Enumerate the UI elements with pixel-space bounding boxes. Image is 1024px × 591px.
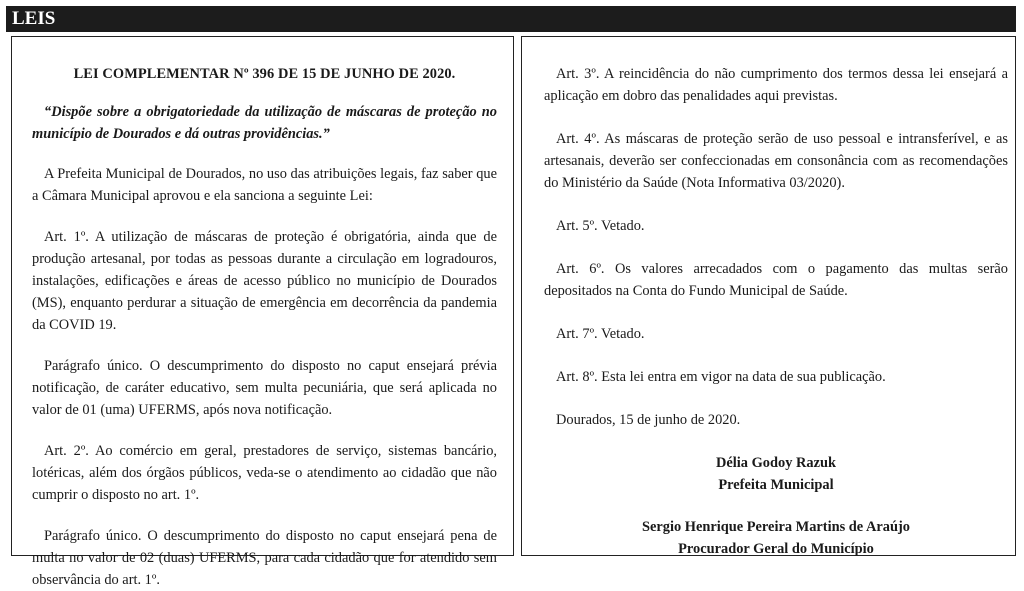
section-title: LEIS <box>12 8 56 29</box>
date-line: Dourados, 15 de junho de 2020. <box>556 412 741 428</box>
article-3: Art. 3º. A reincidência do não cumprimento dos termos dessa lei ensejará a aplicação em dobro das penalidades aqui previstas. <box>544 66 1008 104</box>
signatory-name: Sergio Henrique Pereira Martins de Araújo <box>642 519 910 535</box>
signatory-role: Procurador Geral do Município <box>678 541 874 557</box>
preamble-paragraph: A Prefeita Municipal de Dourados, no uso das atribuições legais, faz saber que a Câmara Municipal aprovou e ela sanciona a seguinte Lei: <box>32 166 497 204</box>
law-summary: “Dispõe sobre a obrigatoriedade da utilização de máscaras de proteção no município de Dourados e dá outras providências.” <box>32 104 497 142</box>
article-5: Art. 5º. Vetado. <box>556 218 645 234</box>
section-header <box>6 6 1016 32</box>
signature-mayor <box>544 452 1008 496</box>
signatory-name: Délia Godoy Razuk <box>716 455 836 471</box>
article-4: Art. 4º. As máscaras de proteção serão de uso pessoal e intransferível, e as artesanais, deverão ser confeccionadas em consonância com as recomendações do Ministério da Saúde (Nota Informativa 03/2020). <box>544 131 1008 191</box>
law-title: LEI COMPLEMENTAR Nº 396 DE 15 DE JUNHO DE 2020. <box>73 66 456 82</box>
signature-attorney <box>544 516 1008 560</box>
right-column <box>521 36 1016 556</box>
signatory-role: Prefeita Municipal <box>718 477 834 493</box>
article-2-sole-paragraph: Parágrafo único. O descumprimento do disposto no caput ensejará pena de multa no valor de 02 (duas) UFERMS, para cada cidadão que for atendido sem observância do art. 1º. <box>32 528 497 588</box>
article-1-sole-paragraph: Parágrafo único. O descumprimento do disposto no caput ensejará prévia notificação, de caráter educativo, sem multa pecuniária, que será aplicada no valor de 01 (uma) UFERMS, após nova notificação. <box>32 358 497 418</box>
left-column <box>11 36 514 588</box>
article-8: Art. 8º. Esta lei entra em vigor na data de sua publicação. <box>556 369 886 385</box>
article-7: Art. 7º. Vetado. <box>556 326 645 342</box>
article-2: Art. 2º. Ao comércio em geral, prestadores de serviço, sistemas bancário, lotéricas, além dos órgãos públicos, veda-se o atendimento ao cidadão que não cumprir o disposto no art. 1º. <box>32 443 497 503</box>
article-6: Art. 6º. Os valores arrecadados com o pagamento das multas serão depositados na Conta do Fundo Municipal de Saúde. <box>544 261 1008 299</box>
article-1: Art. 1º. A utilização de máscaras de proteção é obrigatória, ainda que de produção artesanal, por todas as pessoas durante a circulação em logradouros, instalações, edificações e áreas de acesso público no município de Dourados (MS), enquanto perdurar a situação de emergência em decorrência da pandemia da COVID 19. <box>32 229 497 333</box>
